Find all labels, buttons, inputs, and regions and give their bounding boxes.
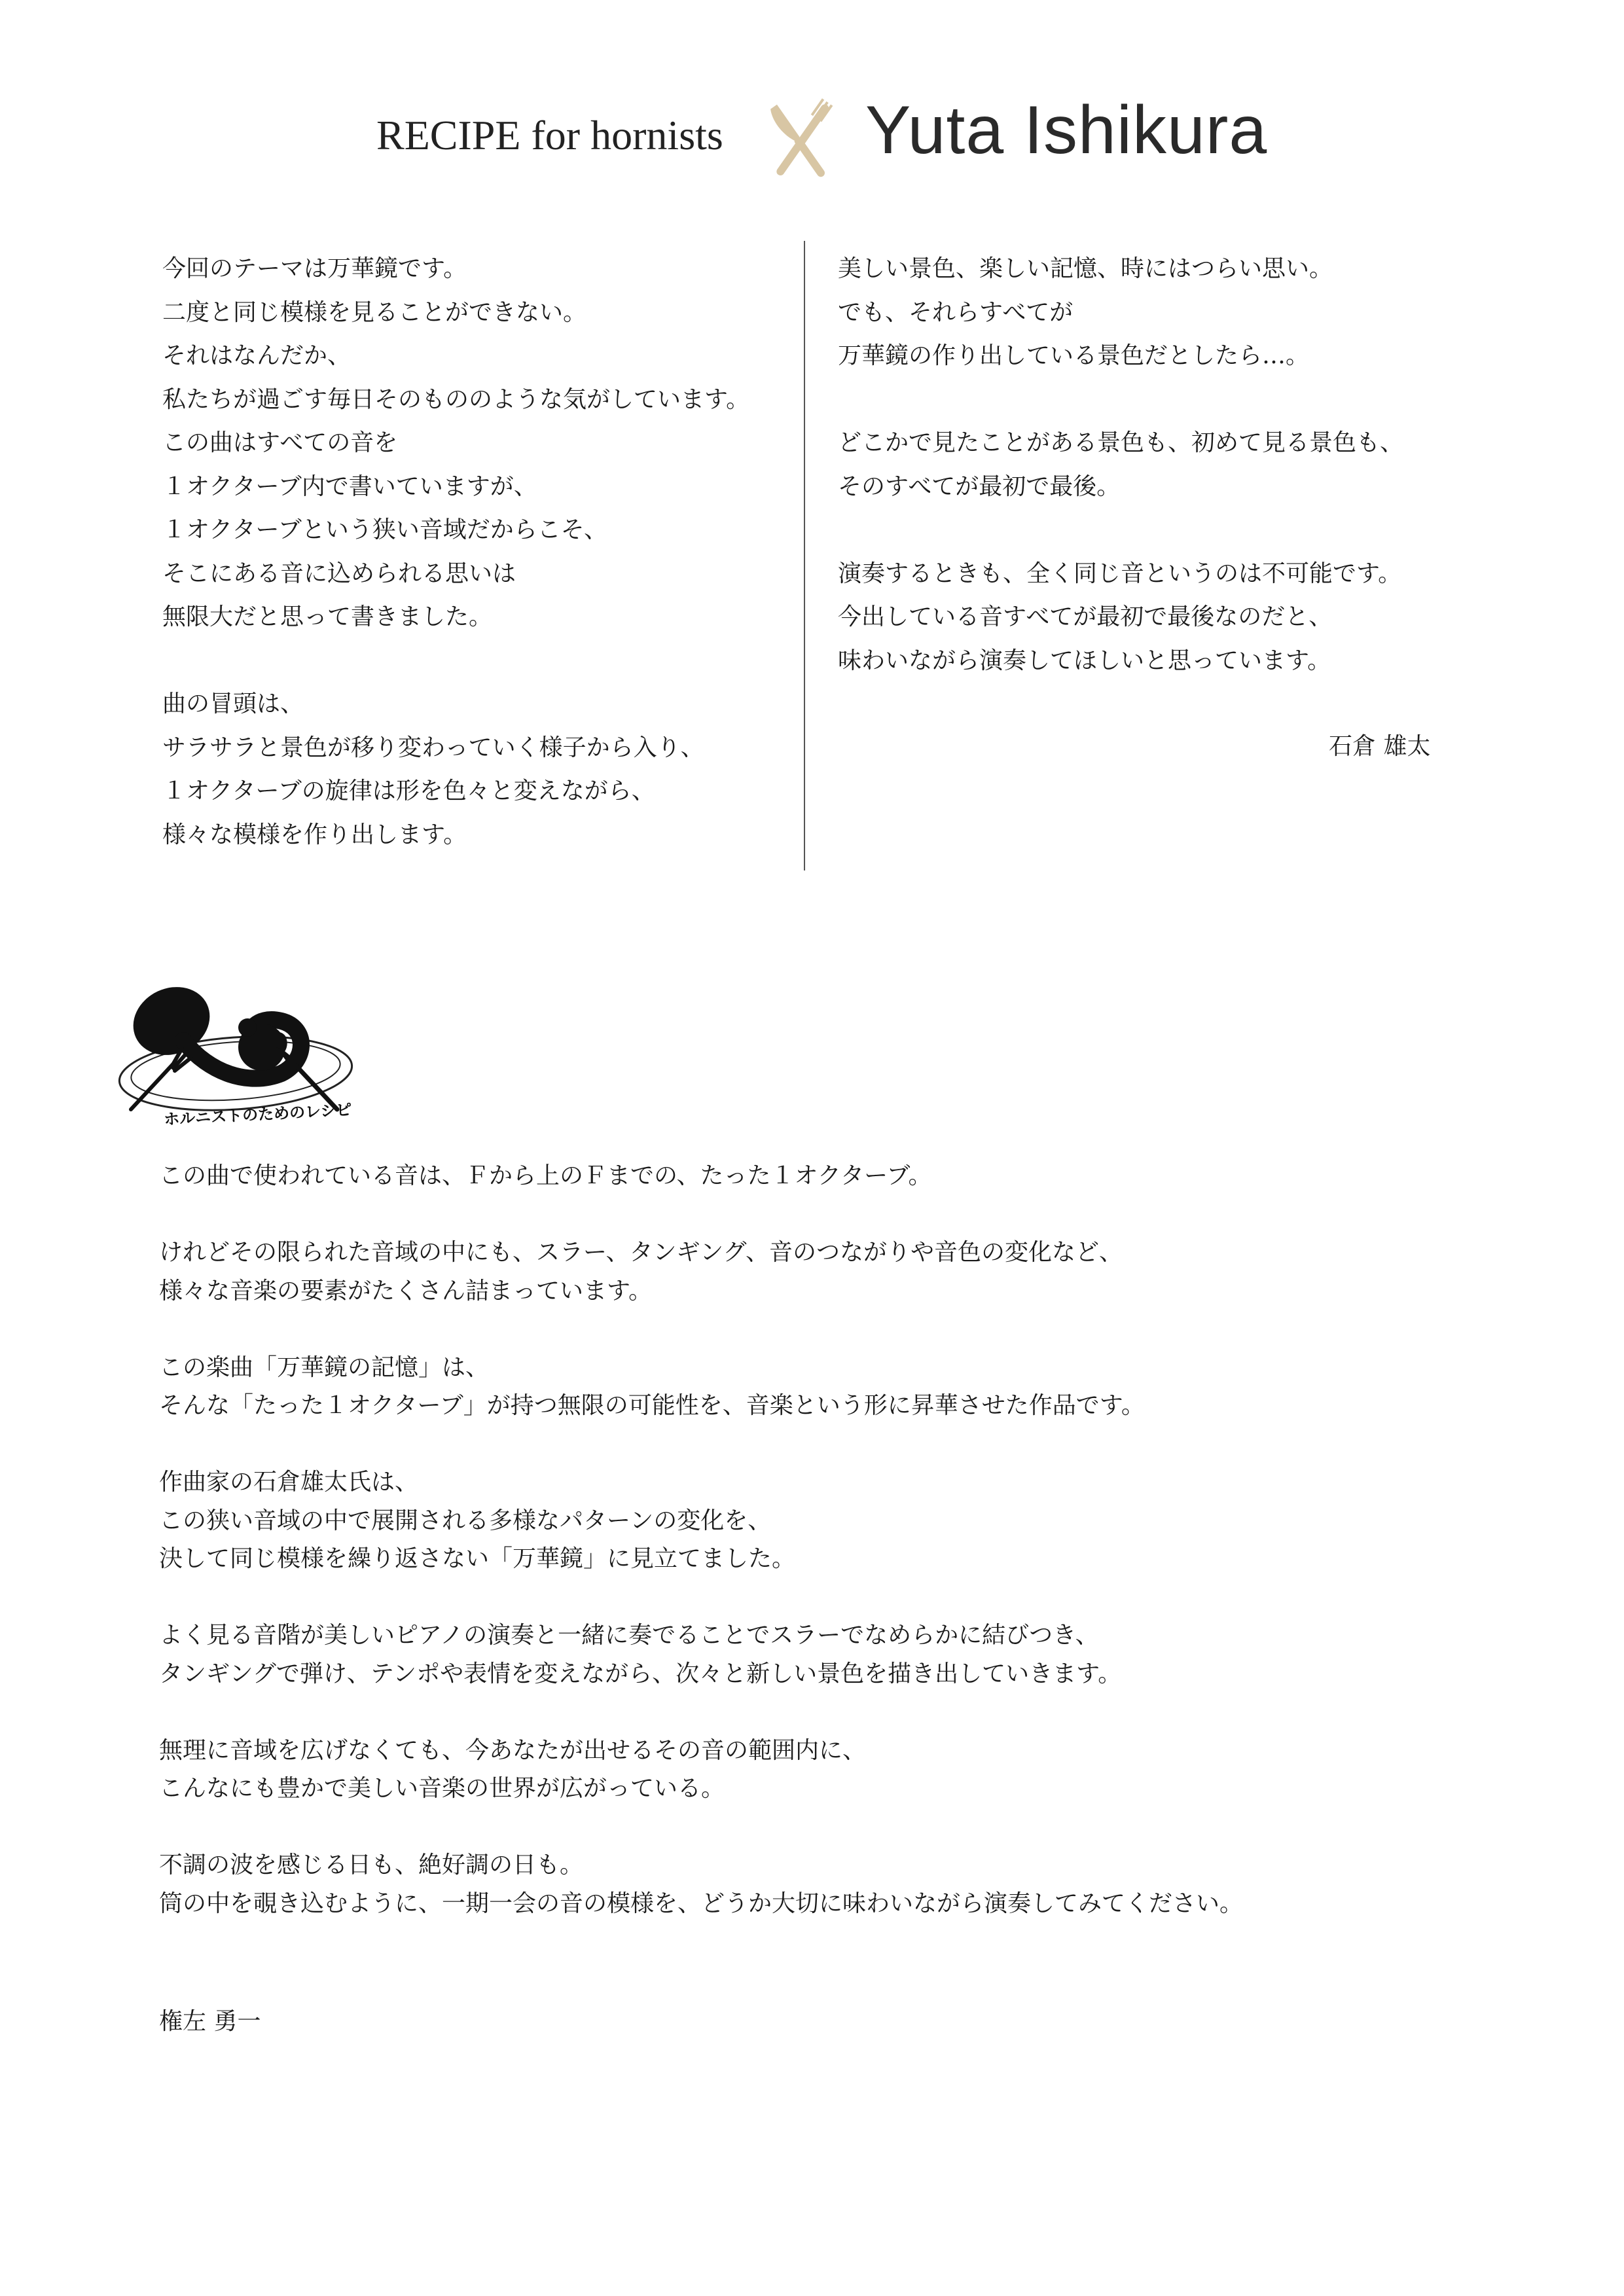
fork-knife-icon bbox=[765, 98, 837, 190]
text-line bbox=[159, 1310, 1468, 1349]
text-line: この曲で使われている音は、Ｆから上のＦまでの、たった１オクターブ。 bbox=[159, 1162, 932, 1189]
text-line: 無理に音域を広げなくても、今あなたが出せるその音の範囲内に、 bbox=[159, 1736, 867, 1764]
text-line: １オクターブという狭い音域だからこそ、 bbox=[162, 516, 608, 543]
text-line: 様々な音楽の要素がたくさん詰まっています。 bbox=[159, 1277, 653, 1304]
text-line: でも、それらすべてが bbox=[838, 298, 1074, 326]
author-signature: 権左 勇一 bbox=[159, 2008, 261, 2035]
text-line bbox=[838, 509, 1440, 552]
text-line bbox=[159, 1579, 1468, 1617]
text-line: 私たちが過ごす毎日そのもののような気がしています。 bbox=[162, 386, 750, 413]
text-line bbox=[159, 1196, 1468, 1234]
text-line: タンギングで弾け、テンポや表情を変えながら、次々と新しい景色を描き出していきます。 bbox=[159, 1660, 1122, 1687]
text-line: 美しい景色、楽しい記憶、時にはつらい思い。 bbox=[838, 255, 1333, 282]
text-line bbox=[159, 1693, 1468, 1732]
text-line bbox=[838, 378, 1440, 422]
text-line: 無限大だと思って書きました。 bbox=[162, 603, 493, 630]
text-line: けれどその限られた音域の中にも、スラー、タンギング、音のつながりや音色の変化など、 bbox=[159, 1239, 1123, 1266]
text-line: よく見る音階が美しいピアノの演奏と一緒に奏でることでスラーでなめらかに結びつき、 bbox=[159, 1622, 1099, 1649]
text-line: 様々な模様を作り出します。 bbox=[162, 821, 467, 848]
series-label: RECIPE for hornists bbox=[376, 112, 723, 158]
text-line: そこにある音に込められる思いは bbox=[162, 560, 516, 587]
composer-note-left bbox=[162, 247, 791, 857]
text-line: それはなんだか、 bbox=[162, 342, 352, 369]
text-line: 曲の冒頭は、 bbox=[162, 691, 304, 717]
essay-body bbox=[159, 1157, 1468, 1923]
composer-note-right bbox=[838, 247, 1440, 683]
text-line: 味わいながら演奏してほしいと思っています。 bbox=[838, 647, 1331, 674]
text-line: １オクターブの旋律は形を色々と変えながら、 bbox=[162, 778, 655, 804]
text-line: どこかで見たことがある景色も、初めて見る景色も、 bbox=[838, 429, 1404, 456]
text-line bbox=[159, 1426, 1468, 1464]
text-line: 万華鏡の作り出している景色だとしたら…。 bbox=[838, 342, 1310, 369]
text-line: この狭い音域の中で展開される多様なパターンの変化を、 bbox=[159, 1507, 772, 1534]
text-line: サラサラと景色が移り変わっていく様子から入り、 bbox=[162, 734, 704, 761]
text-line bbox=[162, 639, 791, 683]
column-divider bbox=[804, 241, 805, 870]
composer-name: Yuta Ishikura bbox=[865, 92, 1268, 168]
text-line: この楽曲「万華鏡の記憶」は、 bbox=[159, 1354, 490, 1381]
text-line: 作曲家の石倉雄太氏は、 bbox=[159, 1469, 419, 1496]
text-line: こんなにも豊かで美しい音楽の世界が広がっている。 bbox=[159, 1775, 725, 1802]
text-line: 決して同じ模様を繰り返さない「万華鏡」に見立てました。 bbox=[159, 1545, 796, 1572]
text-line: 今出している音すべてが最初で最後なのだと、 bbox=[838, 603, 1333, 630]
text-line: この曲はすべての音を bbox=[162, 429, 398, 456]
text-line: 今回のテーマは万華鏡です。 bbox=[162, 255, 467, 282]
text-line: 筒の中を覗き込むように、一期一会の音の模様を、どうか大切に味わいながら演奏してみてください。 bbox=[159, 1890, 1244, 1917]
text-line: 不調の波を感じる日も、絶好調の日も。 bbox=[159, 1852, 584, 1878]
composer-signature: 石倉 雄太 bbox=[1329, 733, 1431, 760]
text-line: 二度と同じ模様を見ることができない。 bbox=[162, 298, 587, 326]
text-line: 演奏するときも、全く同じ音というのは不可能です。 bbox=[838, 560, 1402, 587]
text-line: そのすべてが最初で最後。 bbox=[838, 473, 1121, 500]
text-line bbox=[159, 1808, 1468, 1847]
logo-caption: ホルニストのためのレシピ bbox=[163, 1100, 353, 1129]
page-header bbox=[0, 85, 1624, 196]
text-line: そんな「たった１オクターブ」が持つ無限の可能性を、音楽という形に昇華させた作品です。 bbox=[159, 1392, 1145, 1419]
text-line: １オクターブ内で書いていますが、 bbox=[162, 473, 537, 500]
